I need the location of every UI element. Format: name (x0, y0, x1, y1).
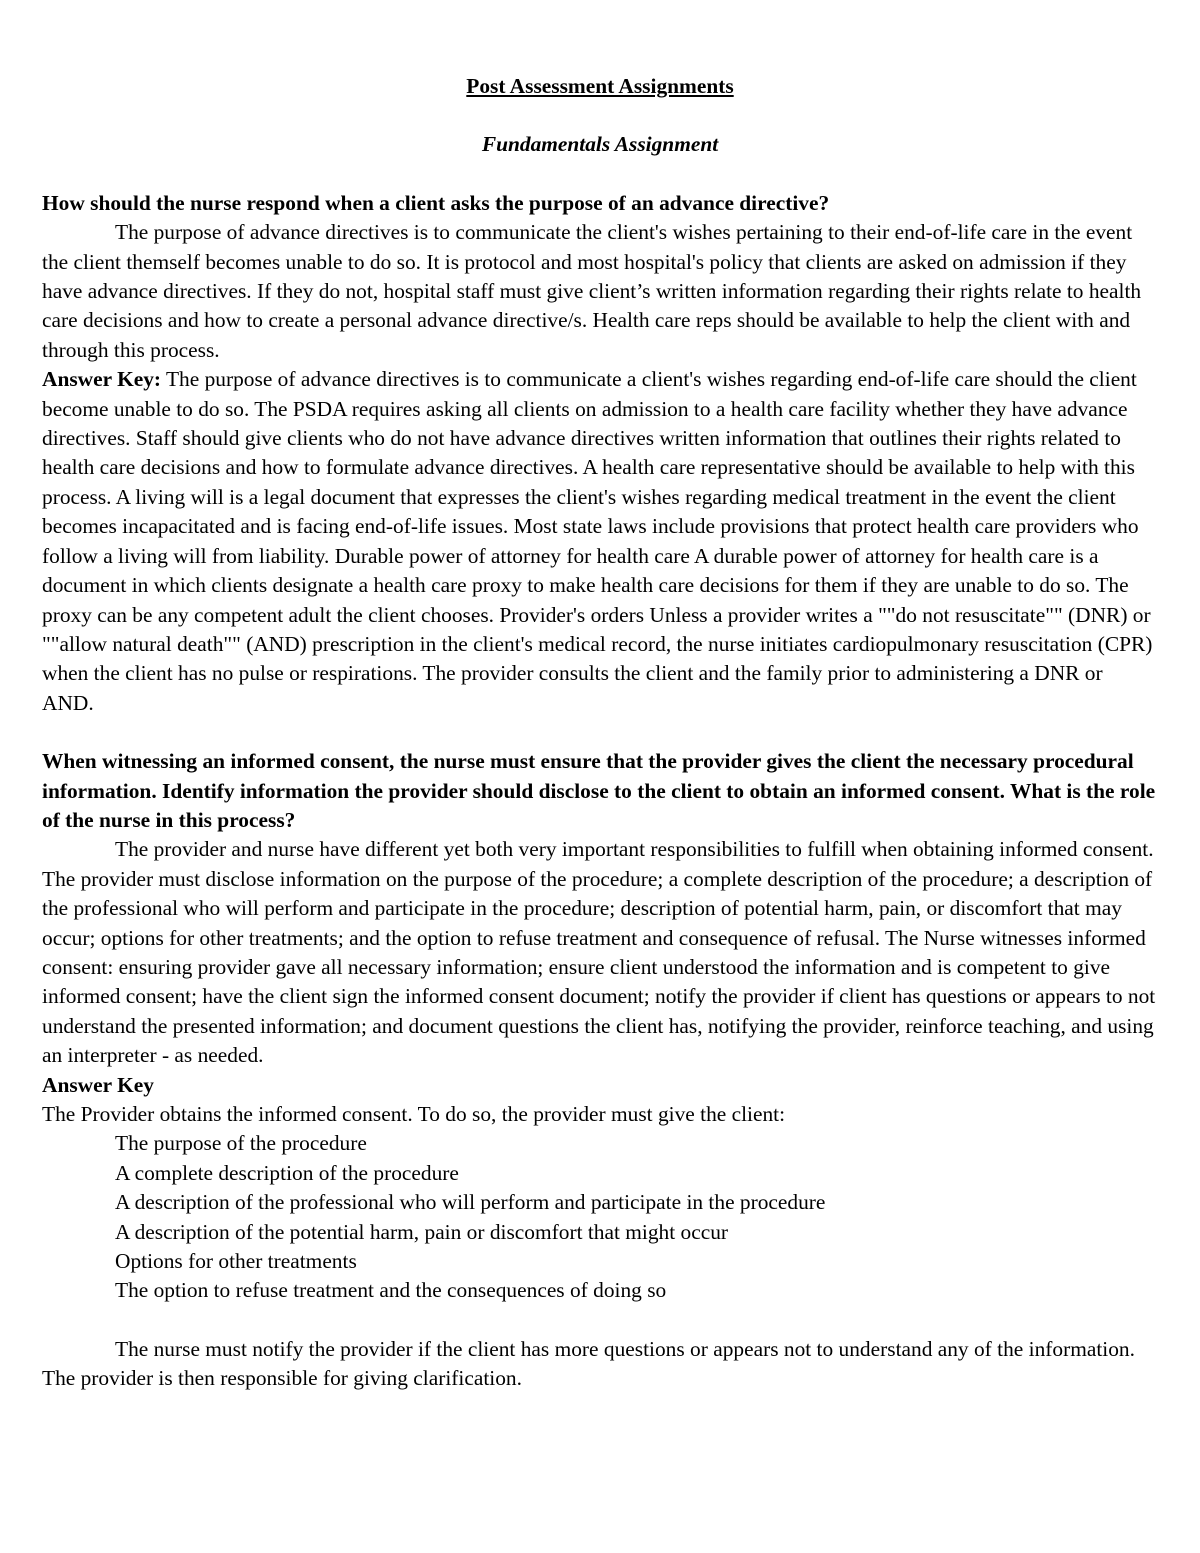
spacer (42, 1306, 1158, 1335)
list-item: A description of the professional who will perform and participate in the procedure (115, 1190, 826, 1215)
page-title: Post Assessment Assignments (466, 74, 734, 98)
list-item: A complete description of the procedure (115, 1160, 459, 1185)
list-item: A description of the potential harm, pain or discomfort that might occur (115, 1219, 729, 1244)
closing-paragraph: The nurse must notify the provider if the client has more questions or appears not to understand any of the information. The provider is then responsible for giving clarification. (42, 1336, 1135, 1391)
list-item: The purpose of the procedure (115, 1131, 367, 1156)
consent-info-list (42, 1129, 1158, 1305)
answer-key-advance-directive (42, 365, 1158, 718)
question-informed-consent: When witnessing an informed consent, the nurse must ensure that the provider gives the client the necessary procedural information. Identify information the provider should disclose to the client to obtain an informed consent. What is the role of the nurse in this process? (42, 749, 1156, 832)
answer-key-text: The purpose of advance directives is to communicate a client's wishes regarding end-of-life care should the client become unable to do so. The PSDA requires asking all clients on admission to a health care facility whether they have advance directives. Staff should give clients who do not have advance directives written information that outlines their rights related to health care decisions and how to formulate advance directives. A health care representative should be available to help with this process. A living will is a legal document that expresses the client's wishes regarding medical treatment in the event the client becomes incapacitated and is facing end-of-life issues. Most state laws include provisions that protect health care providers who follow a living will from liability. Durable power of attorney for health care A durable power of attorney for health care is a document in which clients designate a health care proxy to make health care decisions for them if they are unable to do so. The proxy can be any competent adult the client chooses. Provider's orders Unless a provider writes a ""do not resuscitate"" (DNR) or ""allow natural death"" (AND) prescription in the client's medical record, the nurse initiates cardiopulmonary resuscitation (CPR) when the client has no pulse or respirations. The provider consults the client and the family prior to administering a DNR or AND. (42, 367, 1153, 715)
question-advance-directive: How should the nurse respond when a client asks the purpose of an advance directive? (42, 190, 830, 215)
list-item: The option to refuse treatment and the consequences of doing so (115, 1278, 667, 1303)
answer-key-label-2: Answer Key (42, 1072, 154, 1097)
response-informed-consent: The provider and nurse have different yet both very important responsibilities to fulfill when obtaining informed consent. The provider must disclose information on the purpose of the procedure; a complete description of the procedure; a description of the professional who will perform and participate in the procedure; description of potential harm, pain, or discomfort that may occur; options for other treatments; and the option to refuse treatment and consequence of refusal. The Nurse witnesses informed consent: ensuring provider gave all necessary information; ensure client understood the information and is competent to give informed consent; have the client sign the informed consent document; notify the provider if client has questions or appears to not understand the presented information; and document questions the client has, notifying the provider, reinforce teaching, and using an interpreter - as needed. (42, 837, 1156, 1068)
page-subtitle: Fundamentals Assignment (481, 132, 719, 157)
answer-key-label: Answer Key: (42, 367, 162, 392)
response-advance-directive: The purpose of advance directives is to communicate the client's wishes pertaining to their end-of-life care in the event the client themself becomes unable to do so. It is protocol and most hospital's policy that clients are asked on admission if they have advance directives. If they do not, hospital staff must give client’s written information regarding their rights relate to health care decisions and how to create a personal advance directive/s. Health care reps should be available to help the client with and through this process. (42, 220, 1142, 362)
list-item: Options for other treatments (115, 1249, 357, 1274)
answer-key-intro: The Provider obtains the informed consent. To do so, the provider must give the client: (42, 1102, 786, 1126)
